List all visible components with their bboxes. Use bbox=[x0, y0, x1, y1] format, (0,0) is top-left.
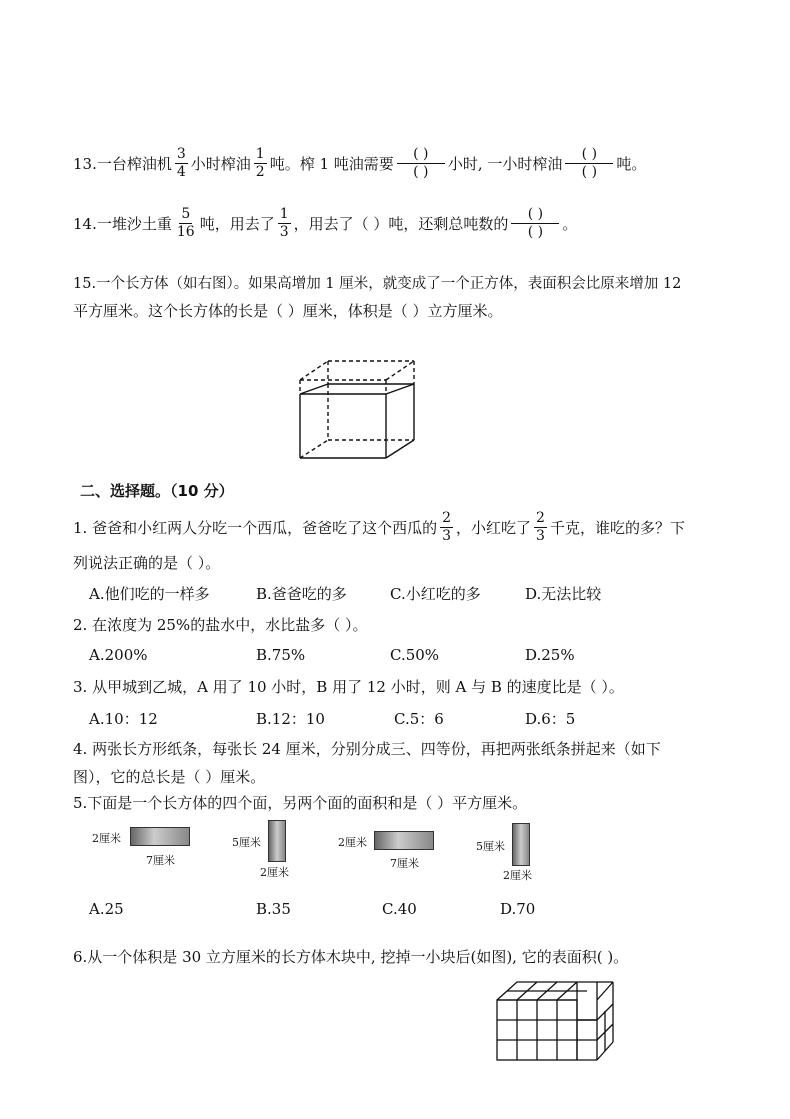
question-13 bbox=[73, 146, 646, 181]
answer-blank-fraction[interactable]: $\frac{( )}{( )}$ bbox=[565, 146, 613, 181]
face-2x7-a bbox=[130, 827, 190, 846]
face-5x2-b bbox=[268, 820, 286, 862]
choice-question-4-line1: 4. 两张长方形纸条，每张长 24 厘米，分别分成三、四等份，再把两张纸条拼起来（如下 bbox=[73, 740, 661, 758]
face-b-label-width: 2厘米 bbox=[260, 866, 289, 879]
choice-question-5: 5.下面是一个长方体的四个面，另两个面的面积和是（ ）平方厘米。 bbox=[73, 794, 528, 812]
choice-question-4-line2: 图），它的总长是（ ）厘米。 bbox=[73, 768, 266, 786]
c5-option-b[interactable]: B.35 bbox=[256, 900, 291, 918]
c3-option-d[interactable]: D.6：5 bbox=[525, 710, 576, 728]
c3-option-b[interactable]: B.12：10 bbox=[256, 710, 325, 728]
face-a-label-height: 2厘米 bbox=[92, 832, 121, 845]
q14-text-post: 。 bbox=[562, 215, 578, 233]
choice-question-3: 3. 从甲城到乙城，A 用了 10 小时，B 用了 12 小时，则 A 与 B 的速度比是（ ）。 bbox=[73, 678, 624, 696]
c1-text-pre: 1. 爸爸和小红两人分吃一个西瓜，爸爸吃了这个西瓜的 bbox=[73, 519, 438, 537]
question-14 bbox=[73, 206, 577, 241]
face-a-label-length: 7厘米 bbox=[146, 854, 175, 867]
answer-blank-fraction[interactable]: $\frac{( )}{( )}$ bbox=[511, 206, 559, 241]
q14-text-pre: 14.一堆沙土重 bbox=[73, 215, 172, 233]
face-d-label-height: 5厘米 bbox=[476, 840, 505, 853]
fraction-1-2: $\frac{1}{2}$ bbox=[255, 146, 265, 180]
c1-option-c[interactable]: C.小红吃的多 bbox=[390, 585, 481, 603]
choice-question-6: 6.从一个体积是 30 立方厘米的长方体木块中, 挖掉一小块后(如图), 它的表面积( )。 bbox=[73, 948, 629, 966]
q13-text-mid3: 小时, 一小时榨油 bbox=[447, 155, 563, 173]
question-15-line2: 平方厘米。这个长方体的长是（ ）厘米，体积是（ ）立方厘米。 bbox=[73, 302, 503, 320]
c2-option-c[interactable]: C.50% bbox=[390, 646, 440, 664]
face-c-label-height: 2厘米 bbox=[338, 836, 367, 849]
c2-option-a[interactable]: A.200% bbox=[89, 646, 148, 664]
q13-text-post: 吨。 bbox=[616, 155, 647, 173]
face-5x2-d bbox=[512, 823, 530, 866]
c5-option-d[interactable]: D.70 bbox=[500, 900, 536, 918]
answer-blank-fraction[interactable]: $\frac{( )}{( )}$ bbox=[397, 146, 445, 181]
q14-text-mid1: 吨，用去了 bbox=[199, 215, 275, 233]
section-2-heading: 二、选择题。（10 分） bbox=[80, 482, 234, 500]
c2-option-b[interactable]: B.75% bbox=[256, 646, 306, 664]
fraction-5-16: $\frac{5}{16}$ bbox=[176, 206, 195, 240]
fraction-2-3: $\frac{2}{3}$ bbox=[442, 510, 452, 544]
face-d-label-width: 2厘米 bbox=[503, 869, 532, 882]
q13-text-mid1: 小时榨油 bbox=[190, 155, 251, 173]
face-b-label-height: 5厘米 bbox=[232, 836, 261, 849]
face-c-label-length: 7厘米 bbox=[390, 857, 419, 870]
c1-option-a[interactable]: A.他们吃的一样多 bbox=[89, 585, 210, 603]
q13-text-mid2: 吨。榨 1 吨油需要 bbox=[269, 155, 394, 173]
choice-question-2: 2. 在浓度为 25%的盐水中，水比盐多（ ）。 bbox=[73, 616, 368, 634]
face-2x7-c bbox=[374, 831, 434, 850]
c1-text-post: 千克，谁吃的多？下 bbox=[549, 519, 685, 537]
fraction-3-4: $\frac{3}{4}$ bbox=[176, 146, 186, 180]
c1-option-d[interactable]: D.无法比较 bbox=[525, 585, 602, 603]
c5-option-c[interactable]: C.40 bbox=[382, 900, 417, 918]
c3-option-c[interactable]: C.5：6 bbox=[394, 710, 444, 728]
q13-text-pre: 13.一台榨油机 bbox=[73, 155, 172, 173]
c1-line2: 列说法正确的是（ ）。 bbox=[73, 554, 221, 572]
cuboid-figure bbox=[288, 358, 428, 468]
c1-text-mid: ，小红吃了 bbox=[456, 519, 532, 537]
c1-option-b[interactable]: B.爸爸吃的多 bbox=[256, 585, 347, 603]
choice-question-1 bbox=[73, 510, 685, 545]
c3-option-a[interactable]: A.10：12 bbox=[89, 710, 158, 728]
fraction-2-3: $\frac{2}{3}$ bbox=[536, 510, 545, 544]
c2-option-d[interactable]: D.25% bbox=[525, 646, 575, 664]
cuboid-with-notch-figure bbox=[493, 980, 623, 1070]
c5-option-a[interactable]: A.25 bbox=[89, 900, 124, 918]
fraction-1-3: $\frac{1}{3}$ bbox=[279, 206, 289, 240]
question-15-line1: 15.一个长方体（如右图）。如果高增加 1 厘米，就变成了一个正方体，表面积会比原来增加 12 bbox=[73, 276, 682, 292]
q14-text-mid2: ，用去了（ ）吨，还剩总吨数的 bbox=[293, 215, 509, 233]
